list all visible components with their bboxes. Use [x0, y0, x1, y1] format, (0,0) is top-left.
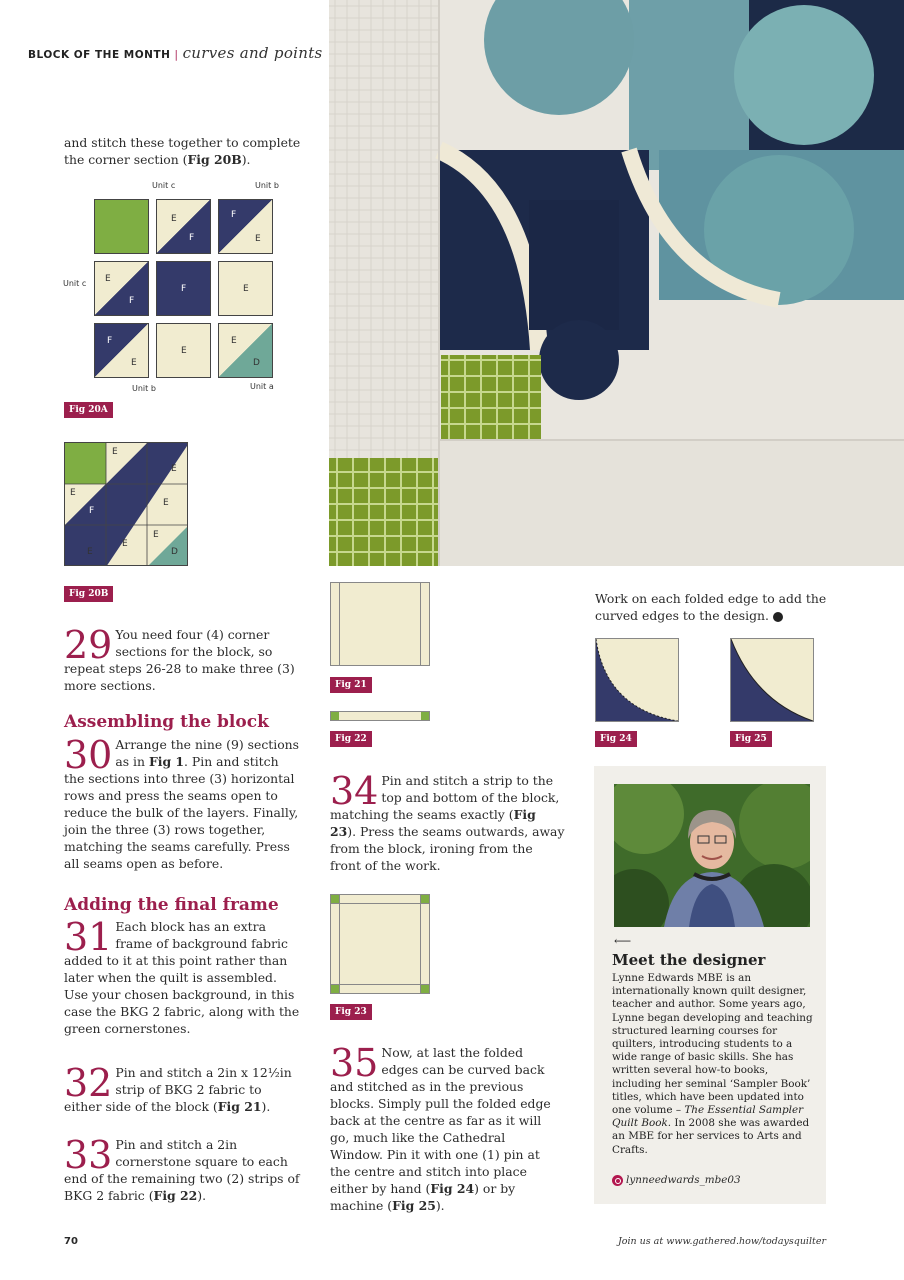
- step-29: [64, 623, 304, 694]
- assembling-heading: Assembling the block: [64, 712, 269, 732]
- grid-square-cream: E: [218, 261, 273, 316]
- step-number: 34: [330, 769, 379, 813]
- step-35: 35 Now, at last the folded edges can be curved back and stitched as in the previous blocks. Simply pull the folded edge back at the centre as far as it will go, much like the Cathedral Window. Pin it with one (1) pin at the centre and stitch into place either by hand (Fig 24) or by machine (Fig 25).: [330, 1041, 551, 1213]
- intro-fig-ref: Fig 20B: [187, 152, 242, 167]
- fig-21-label: Fig 21: [330, 677, 372, 693]
- section-subtitle: curves and points: [182, 44, 323, 62]
- grid-square-cream-2: E: [156, 323, 211, 378]
- hst-unit-b: F E: [218, 199, 273, 254]
- step-33: 33 Pin and stitch a 2in cornerstone square to each end of the remaining two (2) strips of BKG 2 fabric (Fig 22).: [64, 1133, 300, 1203]
- page-number: 70: [64, 1236, 78, 1247]
- hst-unit-b-bottom: F E: [94, 323, 149, 378]
- step-number: 31: [64, 915, 113, 959]
- fig-20b-diagram: E E E E E E E D F: [64, 442, 188, 566]
- fig-21-diagram: [330, 582, 430, 666]
- fig-24-label: Fig 24: [595, 731, 637, 747]
- fig-20a-label: Fig 20A: [64, 402, 113, 418]
- fig-23-diagram: [330, 894, 430, 994]
- fig-25-diagram: [730, 638, 814, 722]
- fig-20b-label: Fig 20B: [64, 586, 113, 602]
- hst-unit-a: E D: [218, 323, 273, 378]
- fig-22-label: Fig 22: [330, 731, 372, 747]
- intro-end: ).: [241, 152, 251, 167]
- grid-square-navy: F: [156, 261, 211, 316]
- unit-a-label: Unit a: [250, 382, 274, 391]
- fig-20a-diagram: [60, 175, 290, 400]
- designer-title: Meet the designer: [612, 951, 766, 969]
- step-30: 30 Arrange the nine (9) sections as in Fig 1. Pin and stitch the sections into three (3) horizontal rows and press the seams open to reduce the bulk of the layers. Finally, join the three (3) rows together, matching the seams carefully. Press all seams open as before.: [64, 733, 300, 871]
- designer-bio: Lynne Edwards MBE is an internationally known quilt designer, teacher and author. Some years ago, Lynne began developing and teaching structured learning courses for quilters, introducing students to a wide range of basic skills. She has written several how-to books, including her seminal ‘Sampler Book’ titles, which have been updated into one volume – The Essential Sampler Quilt Book. In 2008 she was awarded an MBE for her services to Arts and Crafts.: [612, 972, 813, 1156]
- quilt-block-photo: [329, 0, 904, 566]
- step-number: 35: [330, 1041, 379, 1085]
- intro-paragraph: [64, 134, 304, 168]
- intro-text: and stitch these together to complete the corner section (: [64, 135, 301, 167]
- step-32: 32 Pin and stitch a 2in x 12½in strip of BKG 2 fabric to either side of the block (Fig 21).: [64, 1061, 292, 1114]
- final-frame-heading: Adding the final frame: [64, 895, 279, 915]
- step-number: 30: [64, 733, 113, 777]
- unit-c-left-label: Unit c: [63, 279, 87, 288]
- book-title: The Essential Sampler Quilt Book: [612, 1104, 804, 1130]
- arrow-icon: ⟵: [614, 934, 632, 948]
- instagram-icon: [612, 1175, 623, 1186]
- step-number: 32: [64, 1061, 113, 1105]
- section-kicker: BLOCK OF THE MONTH: [28, 49, 171, 61]
- running-header: [28, 44, 323, 62]
- end-mark-icon: [773, 612, 783, 622]
- hst-unit-c: E F: [156, 199, 211, 254]
- hst-unit-c-left: E F: [94, 261, 149, 316]
- instagram-handle[interactable]: [612, 1174, 741, 1186]
- step-34: 34 Pin and stitch a strip to the top and bottom of the block, matching the seams exactly (Fig 23). Press the seams outwards, away from the block, ironing from the front of the work.: [330, 769, 565, 873]
- unit-c-top-label: Unit c: [152, 181, 176, 190]
- fig-22-diagram: [330, 711, 430, 721]
- fig-25-label: Fig 25: [730, 731, 772, 747]
- designer-photo: [614, 784, 810, 927]
- footer-url[interactable]: Join us at www.gathered.how/todaysquilter: [617, 1236, 826, 1247]
- work-paragraph: Work on each folded edge to add the curved edges to the design.: [595, 591, 827, 623]
- unit-b-bottom-label: Unit b: [132, 384, 156, 393]
- step-31: 31 Each block has an extra frame of background fabric added to it at this point rather than later when the quilt is assembled. Use your chosen background, in this case the BKG 2 fabric, along with the green cornerstones.: [64, 915, 300, 1036]
- designer-panel: [594, 766, 826, 1204]
- step-number: 33: [64, 1133, 113, 1177]
- step-number: 29: [64, 623, 113, 667]
- fig-24-diagram: [595, 638, 679, 722]
- grid-square-green: [94, 199, 149, 254]
- unit-b-top-label: Unit b: [255, 181, 279, 190]
- fig-23-label: Fig 23: [330, 1004, 372, 1020]
- instagram-handle-text: lynneedwards_mbe03: [626, 1174, 741, 1186]
- step-text: You need four (4) corner sections for the block, so repeat steps 26-28 to make three (3) more sections.: [64, 627, 295, 693]
- header-separator: |: [174, 48, 179, 61]
